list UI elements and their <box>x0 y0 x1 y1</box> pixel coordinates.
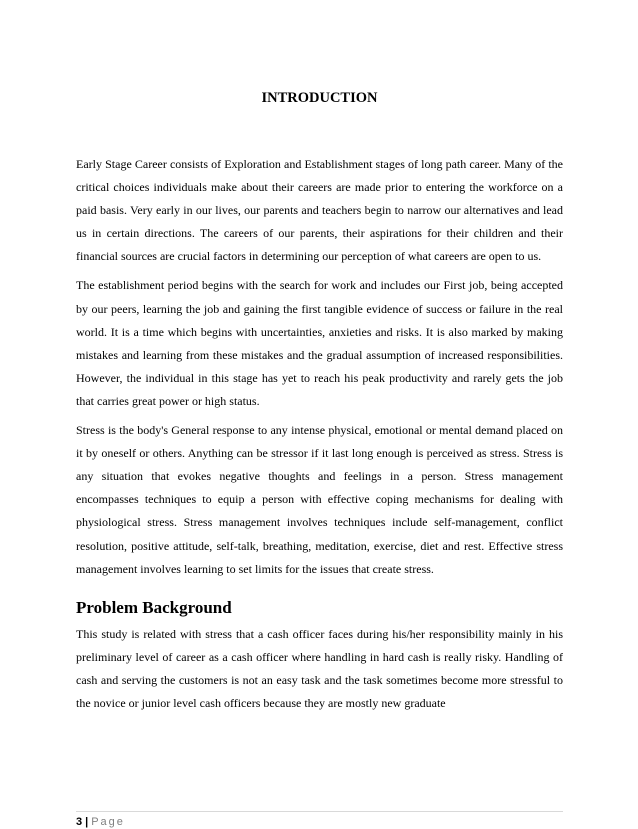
page-title: INTRODUCTION <box>261 90 378 106</box>
footer-separator: | <box>85 816 89 828</box>
page-content <box>76 88 563 715</box>
section-heading-problem-background: Problem Background <box>76 597 232 617</box>
paragraph-establishment-period: The establishment period begins with the search for work and includes our First job, being accepted by our peers, learning the job and gaining the first tangible evidence of success or failure in the real world. It is a time which begins with uncertainties, anxieties and risks. It is also marked by making mistakes and learning from these mistakes and the gradual assumption of increased responsibilities. However, the individual in this stage has yet to reach his peak productivity and rarely gets the job that carries great power or high status. <box>76 278 563 408</box>
page-label: Page <box>91 816 125 828</box>
paragraph-stress-definition: Stress is the body's General response to any intense physical, emotional or mental demand placed on it by oneself or others. Anything can be stressor if it last long enough is perceived as stress. Stress is any situation that evokes negative thoughts and feelings in a person. Stress management encompasses techniques to equip a person with effective coping mechanisms for dealing with physiological stress. Stress management involves techniques include self-management, conflict resolution, positive attitude, self-talk, breathing, meditation, exercise, diet and rest. Effective stress management involves learning to set limits for the issues that create stress. <box>76 423 563 576</box>
page-number: 3 <box>76 816 83 828</box>
page-footer <box>76 815 125 829</box>
paragraph-problem-background: This study is related with stress that a cash officer faces during his/her responsibility mainly in his preliminary level of career as a cash officer where handling in hard cash is really risky. Handling of cash and serving the customers is not an easy task and the task sometimes become more stressful to the novice or junior level cash officers because they are mostly new graduate <box>76 626 563 710</box>
paragraph-early-stage-career: Early Stage Career consists of Exploration and Establishment stages of long path career. Many of the critical choices individuals make about their careers are made prior to entering the workforce on a paid basis. Very early in our lives, our parents and teachers begin to narrow our alternatives and lead us in certain directions. The careers of our parents, their aspirations for their children and their financial sources are crucial factors in determining our perception of what careers are open to us. <box>76 157 563 264</box>
footer-divider <box>76 811 563 812</box>
